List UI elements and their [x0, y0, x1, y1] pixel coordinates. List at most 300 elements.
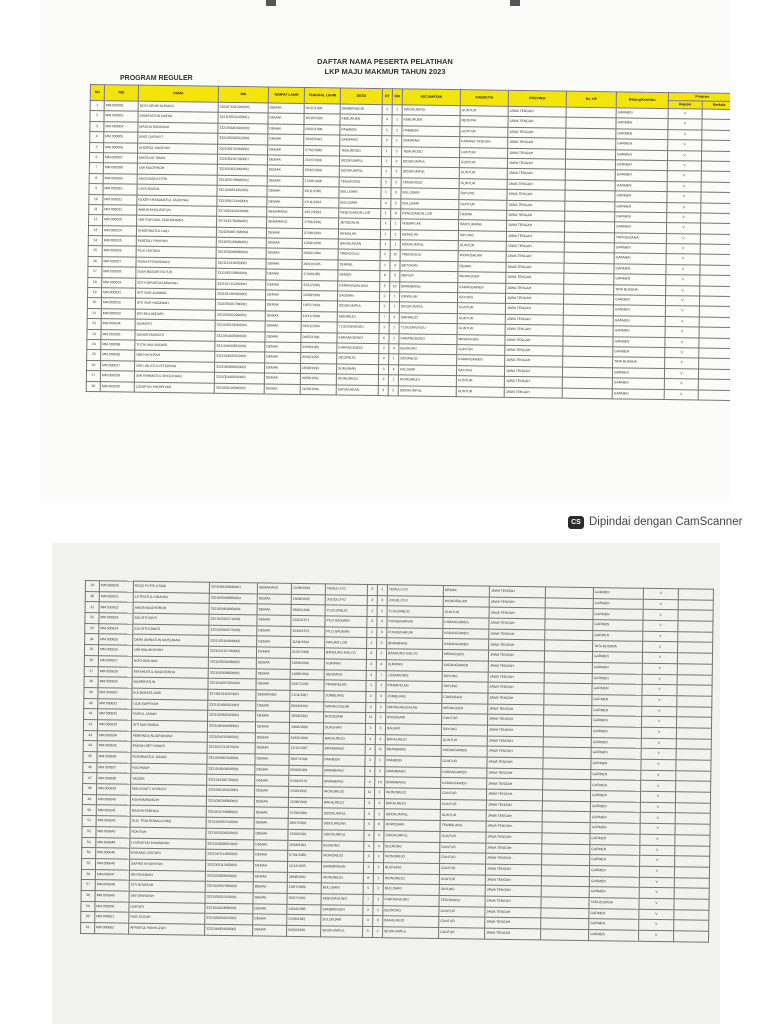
cell-nik: 3321046511950003 — [217, 185, 267, 196]
cell-no: 24 — [87, 339, 101, 350]
cell-desa: BRAMBANG — [323, 744, 365, 755]
header-nid: NID — [104, 85, 138, 101]
cell-no: 31 — [85, 602, 99, 613]
staple-mark — [510, 0, 520, 6]
cell-berkala — [675, 803, 710, 814]
cell-bidang: GARMEN — [612, 378, 664, 389]
cell-rw: 1 — [390, 219, 400, 230]
cell-nik: 3321025104940002 — [209, 636, 257, 647]
cell-tempat-lahir: DEMAK — [264, 373, 300, 384]
cell-nik: 3321054405900003 — [215, 331, 265, 342]
cell-nik: 3321024506840001 — [207, 764, 255, 775]
cell-desa: JOMBLANG — [324, 691, 366, 702]
cell-bidang: GARMEN — [591, 769, 641, 780]
cell-rt: 5 — [381, 177, 391, 188]
header-kab-kota: KAB/KOTA — [460, 90, 508, 107]
cell-rt: 2 — [379, 302, 389, 313]
cell-reguler: V — [640, 834, 675, 845]
cell-no: 21 — [87, 308, 101, 319]
cell-tempat-lahir: SEMARANG — [267, 217, 303, 228]
cell-berkala — [700, 234, 730, 245]
cell-rw: 2 — [373, 884, 383, 895]
cell-no-hp — [544, 651, 592, 662]
cell-kecamatan: SAMPANG — [402, 136, 460, 147]
cell-rw: 1 — [389, 292, 399, 303]
header-desa: DESA — [340, 88, 382, 105]
cell-tanggal-lahir: 21/09/1994 — [300, 384, 336, 395]
cell-no-hp — [544, 704, 592, 715]
cell-tanggal-lahir: 10/07/1989 — [287, 883, 321, 894]
cell-tempat-lahir: DEMAK — [267, 186, 303, 197]
cell-kecamatan: BRAMBANG — [385, 777, 441, 788]
cell-no-hp — [564, 221, 614, 232]
cell-nid: MM.000642 — [96, 816, 130, 827]
cell-kecamatan: PAMIBON — [402, 126, 460, 137]
cell-no: 54 — [82, 848, 96, 859]
cell-berkala — [674, 888, 709, 899]
cell-rw: 2 — [392, 105, 402, 116]
cell-rw: 5 — [377, 638, 387, 649]
cell-berkala — [676, 749, 711, 760]
cell-nid: MM.000634 — [97, 730, 131, 741]
scanned-page-2 — [52, 543, 720, 1024]
cell-no: 3 — [90, 121, 104, 132]
cell-nik: 3321044208820001 — [215, 341, 265, 352]
cell-provinsi: JAWA TENGAH — [507, 169, 565, 180]
cell-tanggal-lahir: 02/08/1982 — [301, 342, 337, 353]
cell-rw: 1 — [375, 756, 385, 767]
header-rw: RW — [392, 89, 402, 105]
cell-bidang: GARMEN — [591, 727, 641, 738]
cell-nik: 3321055112950003 — [205, 860, 253, 871]
cell-nid: MM.000029 — [102, 277, 136, 288]
cell-berkala — [678, 632, 713, 643]
cell-tempat-lahir: DEMAK — [265, 311, 301, 322]
cell-nik: 3321024107960002 — [208, 646, 256, 657]
cell-nid: MM.000007 — [103, 153, 137, 164]
cell-nama: RAGHA FADHILA — [130, 806, 206, 818]
cell-nid: MM.000640 — [96, 794, 130, 805]
cell-nama: ANISA MAGHFIROH — [133, 603, 209, 615]
cell-rt: 5 — [367, 584, 377, 595]
camscanner-text: Dipindai dengan CamScanner — [589, 516, 743, 528]
cell-nama: TUTIK MULANDARI — [135, 340, 215, 352]
cell-provinsi: JAWA TENGAH — [506, 221, 564, 232]
cell-provinsi: JAWA TENGAH — [506, 241, 564, 252]
cell-reguler: V — [639, 877, 674, 888]
cell-tanggal-lahir: 15/05/1992 — [304, 135, 340, 146]
cell-nama: RIZQI FUTRI UTAMI — [133, 581, 209, 593]
cell-bidang: GARMEN — [589, 908, 639, 919]
cell-reguler: V — [665, 327, 699, 338]
cell-tanggal-lahir: 11/04/1994 — [291, 637, 325, 648]
cell-nik: 3321054709890003 — [206, 807, 254, 818]
cell-nama: NUR AZIZAH — [129, 912, 205, 924]
cell-kecamatan: SIDOKUMPUL — [400, 240, 458, 251]
cell-desa: SANGKAGAN — [336, 385, 378, 396]
cell-desa: SEMEN — [338, 270, 380, 281]
cell-tanggal-lahir: 21/06/1992 — [287, 915, 321, 926]
cell-kecamatan: BLERONG — [384, 841, 440, 852]
cell-tempat-lahir: DEMAK — [268, 103, 304, 114]
cell-nama: ENDANG LESTARI — [130, 848, 206, 860]
cell-berkala — [675, 792, 710, 803]
cell-tempat-lahir: DEMAK — [268, 145, 304, 156]
cell-rt: 2 — [363, 905, 373, 916]
cell-rw: 6 — [373, 916, 383, 927]
cell-no: 40 — [84, 698, 98, 709]
cell-nama: MUBTALI PANIYAH — [136, 236, 216, 248]
cell-rt: 2 — [381, 167, 391, 178]
header-nama: NAMA — [138, 85, 218, 102]
cell-tempat-lahir: DEMAK — [267, 176, 303, 187]
cell-kab-kota: GUNTUR — [439, 917, 485, 928]
cell-kecamatan: PRAMPELAN — [386, 681, 442, 692]
cell-no-hp — [541, 908, 589, 919]
cell-rt: 4 — [382, 115, 392, 126]
cell-desa: TRENGGULI — [338, 249, 380, 260]
cell-no-hp — [565, 149, 615, 160]
cell-berkala — [678, 610, 713, 621]
cell-nid: MM.000639 — [97, 784, 131, 795]
cell-no: 49 — [82, 794, 96, 805]
cell-nama: MAULIDATY KHOLISY — [131, 784, 207, 796]
cell-nid: MM.000629 — [98, 677, 132, 688]
cell-nid: MM.000032 — [101, 298, 135, 309]
cell-no: 20 — [87, 298, 101, 309]
cell-kecamatan: NGEMPLAK — [400, 219, 458, 230]
cell-rt: 3 — [378, 364, 388, 375]
cell-reguler: V — [664, 389, 698, 400]
cell-tanggal-lahir: 04/06/1992 — [300, 374, 336, 385]
cell-desa: PRAMPELAN — [324, 680, 366, 691]
cell-tempat-lahir: DEMAK — [257, 615, 291, 626]
cell-reguler: V — [665, 306, 699, 317]
cell-rt: 2 — [380, 229, 390, 240]
cell-provinsi: JAWA TENGAH — [486, 843, 542, 854]
cell-nik: 3321035006960002 — [208, 657, 256, 668]
cell-nik: 3374096208940001 — [209, 582, 257, 593]
cell-no-hp — [545, 598, 593, 609]
cell-kab-kota: MRANGGEN — [458, 272, 506, 283]
cell-berkala — [701, 161, 730, 172]
cell-nid: MM.000008 — [103, 163, 137, 174]
cell-rt: 5 — [364, 820, 374, 831]
cell-tanggal-lahir: 05/06/1984 — [289, 765, 323, 776]
cell-no-hp — [542, 822, 590, 833]
cell-rt: 4 — [364, 830, 374, 841]
cell-rw: 11 — [375, 745, 385, 756]
cell-reguler: V — [665, 348, 699, 359]
cell-nid: MM.000643 — [96, 826, 130, 837]
cell-bidang: GARMEN — [592, 705, 642, 716]
cell-tempat-lahir: DEMAK — [254, 807, 288, 818]
cell-no: 8 — [89, 173, 103, 184]
cell-kab-kota: GUNTUR — [440, 799, 486, 810]
cell-bidang: TATA BUSANA — [614, 233, 666, 244]
cell-no: 59 — [81, 901, 95, 912]
cell-berkala — [677, 685, 712, 696]
cell-berkala — [701, 192, 730, 203]
header-no-hp: No. HP — [566, 91, 616, 108]
cell-kab-kota: DEMAK — [459, 210, 507, 221]
cell-nid: MM.000632 — [98, 709, 132, 720]
cell-bidang: GARMEN — [590, 844, 640, 855]
cell-tempat-lahir: DEMAK — [254, 818, 288, 829]
cell-tanggal-lahir: 24/06/1989 — [289, 722, 323, 733]
cell-rt: 2 — [382, 105, 392, 116]
cell-no: 51 — [82, 816, 96, 827]
cell-desa: KARANGSONO — [337, 343, 379, 354]
cell-no: 2 — [90, 111, 104, 122]
cell-kecamatan: ROWOSARI — [384, 820, 440, 831]
cell-rw: 4 — [390, 261, 400, 272]
cell-kecamatan: TLOGOREJO — [387, 606, 443, 617]
cell-rw: 3 — [374, 830, 384, 841]
cell-tempat-lahir: DEMAK — [254, 839, 288, 850]
cell-rt: 2 — [379, 292, 389, 303]
cell-nid: MM.000010 — [103, 184, 137, 195]
cell-tempat-lahir: DEMAK — [254, 786, 288, 797]
cell-kab-kota: KARANGAWEN — [443, 618, 489, 629]
cell-bidang: GARMEN — [592, 673, 642, 684]
cell-reguler: V — [641, 727, 676, 738]
cell-kecamatan: SIDOKUMPUL — [383, 927, 439, 938]
cell-kecamatan: KURIPAN — [386, 660, 442, 671]
cell-provinsi: JAWA TENGAH — [488, 704, 544, 715]
cell-no: 58 — [81, 890, 95, 901]
cell-desa: JETISDALIN — [339, 218, 381, 229]
cell-provinsi: JAWA TENGAH — [506, 262, 564, 273]
cell-nama: LIMIYATI — [129, 902, 205, 914]
cell-kab-kota: GUNTUR — [459, 158, 507, 169]
cell-bidang: GARMEN — [591, 759, 641, 770]
cell-no: 33 — [85, 623, 99, 634]
header-bidang: Bidang/Keahlian — [616, 92, 668, 109]
header-provinsi: PROVINSI — [508, 90, 566, 107]
cell-reguler: V — [667, 202, 701, 213]
cell-nid: MM.000038 — [100, 371, 134, 382]
cell-rw: 2 — [376, 702, 386, 713]
cell-nid: MM.000649 — [95, 891, 129, 902]
cell-rw: 1 — [388, 375, 398, 386]
cell-nik: 3374115706960002 — [217, 217, 267, 228]
cell-no: 53 — [82, 837, 96, 848]
cell-nik: 3321054711940002 — [217, 196, 267, 207]
cell-rw: 4 — [376, 659, 386, 670]
cell-no: 30 — [85, 591, 99, 602]
cell-nik: 3321046406890001 — [207, 721, 255, 732]
cell-berkala — [700, 275, 730, 286]
cell-tanggal-lahir: 31/12/1995 — [302, 280, 338, 291]
cell-rt: 3 — [378, 375, 388, 386]
cell-nid: MM.000005 — [104, 132, 138, 143]
cell-rw: 2 — [373, 927, 383, 938]
cell-nama: SITI NUR HASANAH — [135, 299, 215, 311]
cell-nid: MM.000039 — [100, 381, 134, 392]
cell-bidang: GARMEN — [613, 305, 665, 316]
cell-kab-kota: GUNTUR — [460, 147, 508, 158]
cell-nama: SUNDEYANINGTI — [135, 330, 215, 342]
cell-tanggal-lahir: 05/05/1995 — [301, 353, 337, 364]
cell-tempat-lahir: DEMAK — [266, 238, 302, 249]
cell-no-hp — [565, 190, 615, 201]
cell-kab-kota: SAYUNG — [459, 189, 507, 200]
cell-tanggal-lahir: 07/08/1999 — [302, 228, 338, 239]
cell-tanggal-lahir: 01/01/1990 — [301, 322, 337, 333]
cell-provinsi: JAWA TENGAH — [507, 200, 565, 211]
cell-desa: JOGOLOYO — [325, 595, 367, 606]
cell-berkala — [699, 296, 730, 307]
cell-reguler: V — [643, 642, 678, 653]
cell-nik: 3321025202710001 — [209, 614, 257, 625]
cell-kecamatan: BRAMBANG — [385, 745, 441, 756]
cell-no: 7 — [89, 163, 103, 174]
cell-no: 61 — [81, 922, 95, 933]
cell-reguler: V — [666, 233, 700, 244]
cell-kecamatan: WONOREJO — [383, 873, 439, 884]
cell-no-hp — [542, 801, 590, 812]
cell-berkala — [700, 265, 730, 276]
cell-no-hp — [542, 811, 590, 822]
cell-tanggal-lahir: 15/09/1973 — [291, 626, 325, 637]
cell-desa: SIDOKUMPUL — [337, 301, 379, 312]
cell-rw: 2 — [374, 809, 384, 820]
cell-rt: 4 — [364, 841, 374, 852]
cell-rt: 4 — [379, 354, 389, 365]
cell-kab-kota: KARANGAWEN — [442, 660, 488, 671]
cell-berkala — [678, 589, 713, 600]
cell-nid: MM.000027 — [102, 257, 136, 268]
cell-berkala — [702, 130, 730, 141]
cell-kecamatan: PUNGENARUM — [387, 617, 443, 628]
cell-reguler: V — [666, 285, 700, 296]
cell-no-hp — [566, 118, 616, 129]
cell-desa: SAMBIRINGIN — [340, 104, 382, 115]
cell-reguler: V — [642, 663, 677, 674]
cell-nid: MM.000625 — [99, 634, 133, 645]
cell-nama: LUTFIATUL HIDAYAH — [133, 592, 209, 604]
cell-no-hp — [545, 640, 593, 651]
cell-no-hp — [541, 897, 589, 908]
cell-no-hp — [542, 833, 590, 844]
cell-berkala — [699, 327, 730, 338]
cell-nama: DAMAYATUN NAFSA — [138, 112, 218, 124]
cell-provinsi: JAWA TENGAH — [507, 189, 565, 200]
cell-no: 19 — [88, 288, 102, 299]
cell-rw: 2 — [389, 333, 399, 344]
program-label: PROGRAM REGULER — [120, 75, 193, 82]
cell-reguler: V — [665, 296, 699, 307]
cell-tempat-lahir: SEMARANG — [267, 207, 303, 218]
cell-rw: 2 — [377, 606, 387, 617]
cell-no: 29 — [85, 581, 99, 592]
cell-kecamatan: SIDOKUMPUL — [399, 302, 457, 313]
cell-no-hp — [566, 107, 616, 118]
cell-bidang: TATA BUSANA — [593, 641, 643, 652]
cell-provinsi: JAWA TENGAH — [485, 896, 541, 907]
cell-rw: 2 — [389, 302, 399, 313]
cell-nik: 3321055708980002 — [217, 175, 267, 186]
cell-tanggal-lahir: 18/08/1993 — [300, 363, 336, 374]
cell-reguler: V — [664, 379, 698, 390]
cell-desa: BULUSARI — [321, 883, 363, 894]
cell-nama: DULI TRIA ROHALA NIKE — [130, 816, 206, 828]
cell-kab-kota: GUNTUR — [440, 853, 486, 864]
cell-bidang: GARMEN — [590, 855, 640, 866]
cell-no: 43 — [83, 730, 97, 741]
cell-bidang: GARMEN — [592, 694, 642, 705]
cell-no: 50 — [82, 805, 96, 816]
cell-desa: SAMBIRINGIN — [321, 904, 363, 915]
cell-nama: PUJI LESTARI — [136, 247, 216, 259]
cell-provinsi: JAWA TENGAH — [504, 387, 562, 398]
cell-kecamatan: BETOKAN — [400, 261, 458, 272]
cell-no-hp — [543, 747, 591, 758]
cell-tempat-lahir: DEMAK — [253, 904, 287, 915]
cell-rt: 4 — [365, 777, 375, 788]
cell-kecamatan: TRENGGULI — [400, 250, 458, 261]
cell-rt: 11 — [366, 713, 376, 724]
cell-kab-kota: KARANGAWEN — [441, 778, 487, 789]
cell-nama: SITI MACHMIDA — [131, 720, 207, 732]
cell-provinsi: JAWA TENGAH — [507, 179, 565, 190]
cell-provinsi: JAWA TENGAH — [488, 693, 544, 704]
cell-nid: MM.000004 — [104, 121, 138, 132]
cell-reguler: V — [667, 171, 701, 182]
cell-kecamatan: SIDOKUMPUL — [384, 831, 440, 842]
cell-kecamatan: BAKALREJO — [385, 734, 441, 745]
cell-reguler: V — [639, 930, 674, 941]
cell-desa: KEBURUEN — [340, 114, 382, 125]
cell-rw: 1 — [374, 788, 384, 799]
cell-no: 26 — [86, 360, 100, 371]
cell-kecamatan: LOSARIORIS — [386, 670, 442, 681]
cell-nama: SULISTIYOWATI — [133, 624, 209, 636]
cell-tempat-lahir: DEMAK — [264, 384, 300, 395]
cell-provinsi: JAWA TENGAH — [485, 875, 541, 886]
cell-no-hp — [563, 294, 613, 305]
cell-reguler: V — [666, 223, 700, 234]
cell-provinsi: JAWA TENGAH — [489, 640, 545, 651]
cell-desa: PILO BAUMAN — [325, 616, 367, 627]
cell-bidang: GARMEN — [591, 780, 641, 791]
cell-kab-kota: GUNTUR — [460, 126, 508, 137]
cell-kab-kota: GUNTUR — [439, 863, 485, 874]
cell-bidang: GARMEN — [590, 833, 640, 844]
cell-no-hp — [541, 918, 589, 929]
cell-bidang: GARMEN — [613, 336, 665, 347]
cell-bidang: GARMEN — [589, 930, 639, 941]
cell-bidang: GARMEN — [592, 662, 642, 673]
cell-desa: BANDUNG MULYO — [324, 648, 366, 659]
cell-nik: 3321024505950002 — [215, 352, 265, 363]
cell-nid: MM.000646 — [95, 859, 129, 870]
cell-no-hp — [543, 737, 591, 748]
cell-tempat-lahir: DEMAK — [255, 765, 289, 776]
cell-nik: 3321056807940001 — [207, 753, 255, 764]
cell-kab-kota: SAYUNG — [457, 293, 505, 304]
cell-bidang: GARMEN — [589, 919, 639, 930]
cell-tanggal-lahir: 10/06/1996 — [290, 658, 324, 669]
cell-nik: 3321021212870004 — [207, 743, 255, 754]
cell-rw: 5 — [375, 766, 385, 777]
cell-desa: TEMPEL — [338, 260, 380, 271]
cell-berkala — [676, 717, 711, 728]
cell-kecamatan: BAKALREJO — [384, 798, 440, 809]
cell-nik: 3321056507920001 — [205, 892, 253, 903]
cell-no: 60 — [81, 912, 95, 923]
